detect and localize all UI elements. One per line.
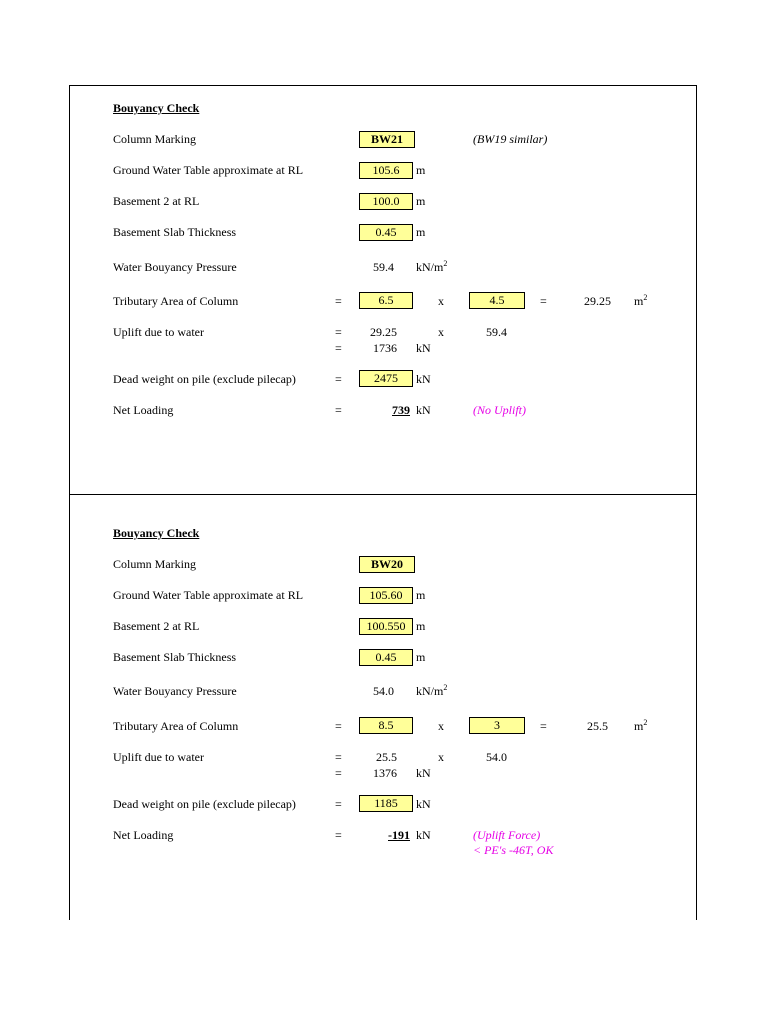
net-loading-equals: = — [335, 828, 342, 842]
dead-weight-equals: = — [335, 372, 342, 386]
trib-result: 25.5 — [587, 719, 608, 733]
trib-label: Tributary Area of Column — [113, 294, 239, 308]
basement-unit: m — [416, 619, 426, 633]
trib-equals-2: = — [540, 294, 547, 308]
trib-equals: = — [335, 719, 342, 733]
section-title: Bouyancy Check — [113, 101, 200, 115]
uplift-label: Uplift due to water — [113, 750, 204, 764]
net-loading-note: (No Uplift) — [473, 403, 526, 417]
gwt-label: Ground Water Table approximate at RL — [113, 163, 304, 177]
gwt-cell[interactable]: 105.60 — [359, 587, 413, 604]
trib-times: x — [438, 294, 444, 308]
uplift-unit: kN — [416, 341, 431, 355]
dead-weight-label: Dead weight on pile (exclude pilecap) — [113, 372, 296, 386]
uplift-times: x — [438, 750, 444, 764]
trib-times: x — [438, 719, 444, 733]
net-loading-unit: kN — [416, 828, 431, 842]
column-marking-cell[interactable]: BW21 — [359, 131, 415, 148]
trib-a-cell[interactable]: 6.5 — [359, 292, 413, 309]
gwt-unit: m — [416, 163, 426, 177]
net-loading-note-2: < PE's -46T, OK — [473, 843, 554, 857]
uplift-b: 59.4 — [486, 325, 507, 339]
gwt-unit: m — [416, 588, 426, 602]
trib-b-cell[interactable]: 3 — [469, 717, 525, 734]
slab-unit: m — [416, 225, 426, 239]
uplift-a: 29.25 — [370, 325, 397, 339]
trib-unit: $m^2$ — [634, 293, 648, 308]
uplift-equals-2: = — [335, 341, 342, 355]
pressure-value: 54.0 — [373, 684, 394, 698]
trib-b-cell[interactable]: 4.5 — [469, 292, 525, 309]
dead-weight-unit: kN — [416, 372, 431, 386]
net-loading-value: -191 — [388, 828, 410, 842]
uplift-equals-2: = — [335, 766, 342, 780]
uplift-result: 1736 — [373, 341, 397, 355]
uplift-equals: = — [335, 750, 342, 764]
slab-label: Basement Slab Thickness — [113, 225, 237, 239]
pressure-value: 59.4 — [373, 260, 394, 274]
net-loading-label: Net Loading — [113, 828, 174, 842]
dead-weight-equals: = — [335, 797, 342, 811]
trib-unit: $m^2$ — [634, 718, 648, 733]
column-marking-label: Column Marking — [113, 132, 196, 146]
dead-weight-label: Dead weight on pile (exclude pilecap) — [113, 797, 296, 811]
pressure-label: Water Bouyancy Pressure — [113, 684, 237, 698]
trib-result: 29.25 — [584, 294, 611, 308]
net-loading-label: Net Loading — [113, 403, 174, 417]
slab-cell[interactable]: 0.45 — [359, 649, 413, 666]
slab-label: Basement Slab Thickness — [113, 650, 237, 664]
uplift-unit: kN — [416, 766, 431, 780]
basement-unit: m — [416, 194, 426, 208]
basement-cell[interactable]: 100.0 — [359, 193, 413, 210]
uplift-result: 1376 — [373, 766, 397, 780]
uplift-times: x — [438, 325, 444, 339]
trib-equals: = — [335, 294, 342, 308]
gwt-cell[interactable]: 105.6 — [359, 162, 413, 179]
pressure-unit: $kN/m^2$ — [416, 259, 448, 274]
pressure-label: Water Bouyancy Pressure — [113, 260, 237, 274]
section-title: Bouyancy Check — [113, 526, 200, 540]
column-marking-label: Column Marking — [113, 557, 196, 571]
slab-unit: m — [416, 650, 426, 664]
basement-label: Basement 2 at RL — [113, 619, 200, 633]
uplift-b: 54.0 — [486, 750, 507, 764]
net-loading-value: 739 — [392, 403, 410, 417]
column-marking-cell[interactable]: BW20 — [359, 556, 415, 573]
dead-weight-unit: kN — [416, 797, 431, 811]
basement-cell[interactable]: 100.550 — [359, 618, 413, 635]
dead-weight-cell[interactable]: 1185 — [359, 795, 413, 812]
trib-a-cell[interactable]: 8.5 — [359, 717, 413, 734]
uplift-a: 25.5 — [376, 750, 397, 764]
net-loading-note: (Uplift Force) — [473, 828, 541, 842]
gwt-label: Ground Water Table approximate at RL — [113, 588, 304, 602]
pressure-unit: $kN/m^2$ — [416, 683, 448, 698]
similar-note: (BW19 similar) — [473, 132, 548, 146]
uplift-label: Uplift due to water — [113, 325, 204, 339]
trib-label: Tributary Area of Column — [113, 719, 239, 733]
net-loading-equals: = — [335, 403, 342, 417]
slab-cell[interactable]: 0.45 — [359, 224, 413, 241]
trib-equals-2: = — [540, 719, 547, 733]
dead-weight-cell[interactable]: 2475 — [359, 370, 413, 387]
net-loading-unit: kN — [416, 403, 431, 417]
uplift-equals: = — [335, 325, 342, 339]
basement-label: Basement 2 at RL — [113, 194, 200, 208]
